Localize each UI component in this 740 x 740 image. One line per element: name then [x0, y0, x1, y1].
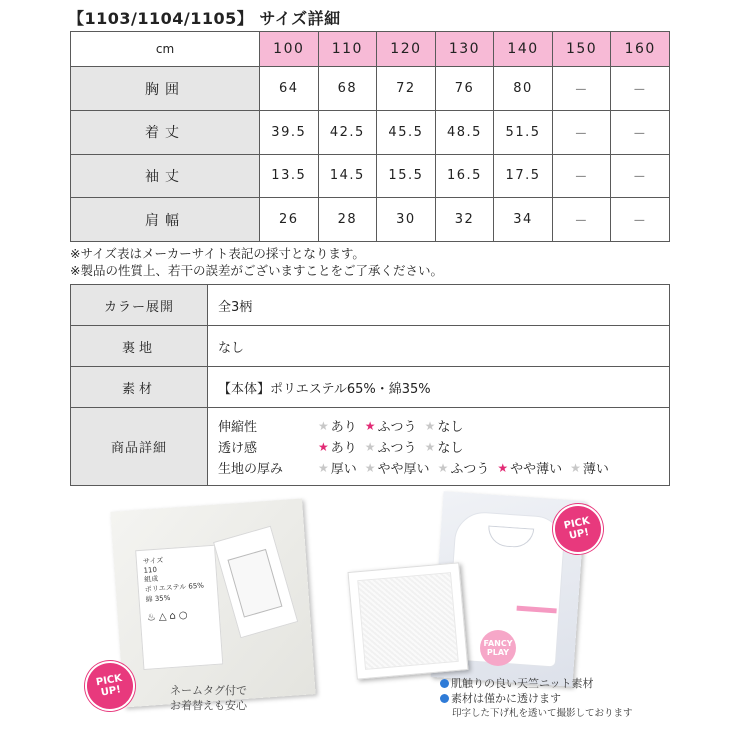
table-cell: 80 [494, 67, 553, 111]
caption-line: ネームタグ付で [170, 684, 247, 697]
name-tag-photo [110, 499, 315, 708]
detail-row-stretch [218, 415, 669, 436]
unit-label: cm [71, 32, 260, 67]
size-header-row [71, 32, 670, 67]
size-table [70, 31, 670, 242]
option-item [570, 458, 609, 477]
star-icon: ★ [364, 418, 376, 433]
row-label-shoulder: 肩幅 [71, 198, 260, 242]
note-line: ※製品の性質上、若干の誤差がございますことをご了承ください。 [70, 263, 443, 278]
row-label-chest: 胸囲 [71, 67, 260, 111]
page-title: 【1103/1104/1105】 サイズ詳細 [68, 9, 341, 28]
table-row [71, 67, 670, 111]
table-cell: 42.5 [318, 111, 377, 155]
detail-row-sheer [218, 436, 669, 457]
table-cell: － [611, 198, 670, 242]
table-cell: － [611, 67, 670, 111]
lining-label: 裏地 [71, 326, 208, 367]
option-item [318, 437, 357, 456]
star-icon: ★ [318, 460, 329, 475]
option-label: 薄い [582, 462, 609, 477]
name-tag [213, 526, 298, 639]
care-symbols [147, 608, 214, 624]
iron-icon: ⌂ [169, 610, 177, 623]
table-cell: － [611, 154, 670, 198]
option-item [318, 416, 357, 435]
table-cell: 39.5 [260, 111, 319, 155]
table-cell: 14.5 [318, 154, 377, 198]
row-label-sleeve: 袖丈 [71, 154, 260, 198]
fabric-closeup-photo [348, 562, 469, 679]
star-icon: ★ [318, 418, 329, 433]
table-cell: 17.5 [494, 154, 553, 198]
size-110: 110 [318, 32, 377, 67]
note-line: ※サイズ表はメーカーサイト表記の採寸となります。 [70, 246, 365, 261]
option-label: あり [330, 441, 357, 456]
option-item [497, 458, 562, 477]
detail-row-thickness [218, 457, 669, 478]
table-cell: 16.5 [435, 154, 494, 198]
material-value: 【本体】ポリエステル65%・綿35% [208, 367, 670, 408]
table-cell: － [552, 198, 611, 242]
size-100: 100 [260, 32, 319, 67]
bullet-icon [440, 679, 449, 688]
row-label-length: 着丈 [71, 111, 260, 155]
size-notes [70, 245, 443, 279]
table-cell: 15.5 [377, 154, 436, 198]
no-bleach-icon: △ [158, 611, 167, 623]
table-cell: － [552, 154, 611, 198]
table-cell: － [611, 111, 670, 155]
pickup-badge: PICK UP! [81, 657, 139, 715]
tag-text: サイズ [142, 556, 164, 566]
fancy-play-logo: FANCY PLAY [480, 630, 516, 666]
care-label [135, 545, 223, 670]
detail-name: 伸縮性 [218, 420, 258, 435]
spec-table [70, 284, 670, 486]
size-140: 140 [494, 32, 553, 67]
size-150: 150 [552, 32, 611, 67]
size-120: 120 [377, 32, 436, 67]
table-row [71, 111, 670, 155]
round-collar [487, 525, 534, 548]
table-cell: 72 [377, 67, 436, 111]
table-cell: － [552, 67, 611, 111]
star-icon: ★ [364, 460, 376, 475]
star-icon: ★ [318, 439, 329, 454]
option-item [438, 458, 490, 477]
option-item [425, 437, 464, 456]
option-label: ふつう [377, 441, 417, 456]
material-label: 素材 [71, 367, 208, 408]
color-value: 全3柄 [208, 285, 670, 326]
wash-icon: ♨ [146, 612, 157, 624]
option-label: ふつう [450, 462, 490, 477]
dry-icon: ○ [178, 609, 188, 622]
tag-ribbon [517, 606, 557, 614]
detail-list [208, 408, 670, 486]
option-item [318, 458, 357, 477]
table-cell: 68 [318, 67, 377, 111]
spec-row-material [71, 367, 670, 408]
option-label: なし [437, 420, 464, 435]
option-label: 厚い [330, 462, 357, 477]
table-cell: 32 [435, 198, 494, 242]
tag-text: ポリエステル 65% [144, 581, 205, 594]
star-icon: ★ [437, 460, 449, 475]
table-row [71, 198, 670, 242]
option-item [365, 416, 417, 435]
lining-value: なし [208, 326, 670, 367]
option-item [365, 458, 430, 477]
pickup-badge: PICK UP! [548, 499, 607, 558]
detail-name: 生地の厚み [218, 462, 284, 477]
star-icon: ★ [364, 439, 376, 454]
spec-row-detail [71, 408, 670, 486]
table-cell: 13.5 [260, 154, 319, 198]
tag-text: 綿 35% [145, 593, 171, 604]
name-tag-blank [227, 549, 282, 618]
spec-row-color [71, 285, 670, 326]
table-cell: 26 [260, 198, 319, 242]
tag-text: 110 [143, 565, 158, 575]
size-130: 130 [435, 32, 494, 67]
fabric-caption [440, 676, 633, 721]
option-label: なし [437, 441, 464, 456]
table-cell: 34 [494, 198, 553, 242]
star-icon: ★ [424, 418, 436, 433]
caption-line: 肌触りの良い天竺ニット素材 [440, 676, 633, 691]
option-label: やや薄い [510, 462, 563, 477]
table-cell: 64 [260, 67, 319, 111]
table-cell: 45.5 [377, 111, 436, 155]
table-cell: 28 [318, 198, 377, 242]
option-item [365, 437, 417, 456]
size-160: 160 [611, 32, 670, 67]
caption-line: 素材は僅かに透けます [440, 691, 633, 706]
bullet-icon [440, 694, 449, 703]
spec-row-lining [71, 326, 670, 367]
table-row [71, 154, 670, 198]
color-label: カラー展開 [71, 285, 208, 326]
name-tag-caption [170, 683, 247, 713]
caption-line: お着替えも安心 [170, 699, 247, 712]
option-label: やや厚い [377, 462, 430, 477]
star-icon: ★ [570, 460, 581, 475]
fabric-texture [357, 572, 458, 670]
caption-line: 印字した下げ札を透いて撮影しております [452, 708, 633, 719]
table-cell: 48.5 [435, 111, 494, 155]
table-cell: 76 [435, 67, 494, 111]
option-label: あり [330, 420, 357, 435]
detail-label: 商品詳細 [71, 408, 208, 486]
table-cell: － [552, 111, 611, 155]
star-icon: ★ [497, 460, 509, 475]
tag-text: 組成 [143, 574, 159, 584]
detail-name: 透け感 [218, 441, 258, 456]
option-label: ふつう [377, 420, 417, 435]
option-item [425, 416, 464, 435]
table-cell: 30 [377, 198, 436, 242]
table-cell: 51.5 [494, 111, 553, 155]
star-icon: ★ [424, 439, 436, 454]
